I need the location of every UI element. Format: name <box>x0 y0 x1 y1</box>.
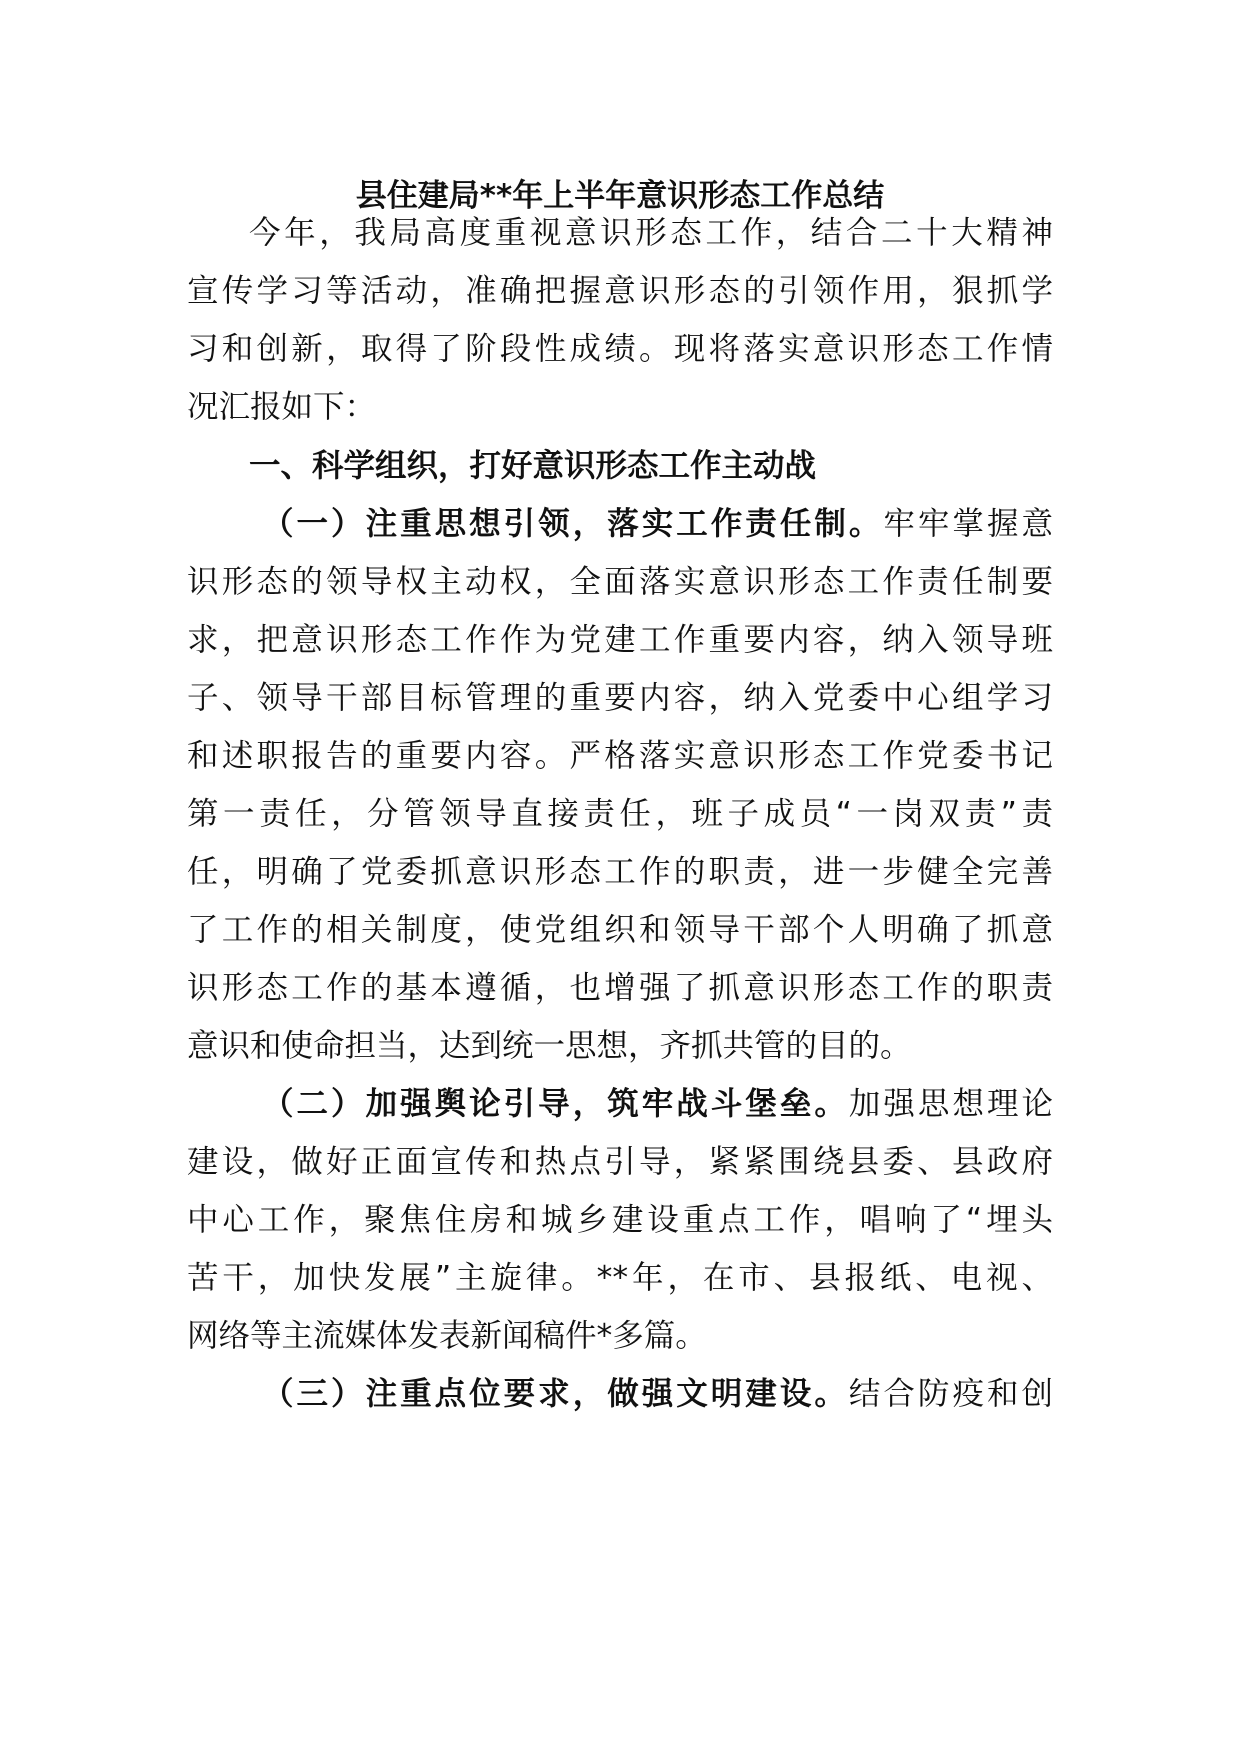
paragraph-line: 宣传学习等活动，准确把握意识形态的引领作用，狠抓学 <box>187 273 1053 309</box>
paragraph-line: 建设，做好正面宣传和热点引导，紧紧围绕县委、县政府 <box>187 1144 1053 1180</box>
paragraph-line: 求，把意识形态工作作为党建工作重要内容，纳入领导班 <box>187 622 1053 658</box>
paragraph-text: 结合防疫和创 <box>848 1376 1053 1412</box>
paragraph-line: 中心工作，聚焦住房和城乡建设重点工作，唱响了“埋头 <box>187 1202 1053 1238</box>
paragraph-line: 任，明确了党委抓意识形态工作的职责，进一步健全完善 <box>187 854 1053 890</box>
paragraph-line: 子、领导干部目标管理的重要内容，纳入党委中心组学习 <box>187 680 1053 716</box>
paragraph-line: 识形态工作的基本遵循，也增强了抓意识形态工作的职责 <box>187 970 1053 1006</box>
paragraph-text: 牢牢掌握意 <box>883 506 1053 542</box>
paragraph-line: 苦干，加快发展”主旋律。**年，在市、县报纸、电视、 <box>187 1260 1053 1296</box>
subsection-heading: （一）注重思想引领，落实工作责任制。 <box>262 506 884 542</box>
paragraph-line: 网络等主流媒体发表新闻稿件*多篇。 <box>187 1318 707 1354</box>
document-title: 县住建局**年上半年意识形态工作总结 <box>355 178 885 214</box>
paragraph-text: 加强思想理论 <box>848 1086 1053 1122</box>
paragraph-line: 今年，我局高度重视意识形态工作，结合二十大精神 <box>249 215 1053 251</box>
subsection-heading: （三）注重点位要求，做强文明建设。 <box>262 1376 849 1412</box>
paragraph-line: 习和创新，取得了阶段性成绩。现将落实意识形态工作情 <box>187 331 1053 367</box>
subsection-line <box>262 1084 1053 1124</box>
paragraph-line: 第一责任，分管领导直接责任，班子成员“一岗双责”责 <box>187 796 1053 832</box>
paragraph-line: 了工作的相关制度，使党组织和领导干部个人明确了抓意 <box>187 912 1053 948</box>
section-heading: 一、科学组织，打好意识形态工作主动战 <box>249 448 817 484</box>
paragraph-line: 意识和使命担当，达到统一思想，齐抓共管的目的。 <box>187 1028 912 1064</box>
subsection-heading: （二）加强舆论引导，筑牢战斗堡垒。 <box>262 1086 849 1122</box>
paragraph-line: 和述职报告的重要内容。严格落实意识形态工作党委书记 <box>187 738 1053 774</box>
paragraph-line: 识形态的领导权主动权，全面落实意识形态工作责任制要 <box>187 564 1053 600</box>
paragraph-line: 况汇报如下： <box>187 389 377 425</box>
subsection-line <box>262 1374 1053 1414</box>
subsection-line <box>262 504 1053 544</box>
